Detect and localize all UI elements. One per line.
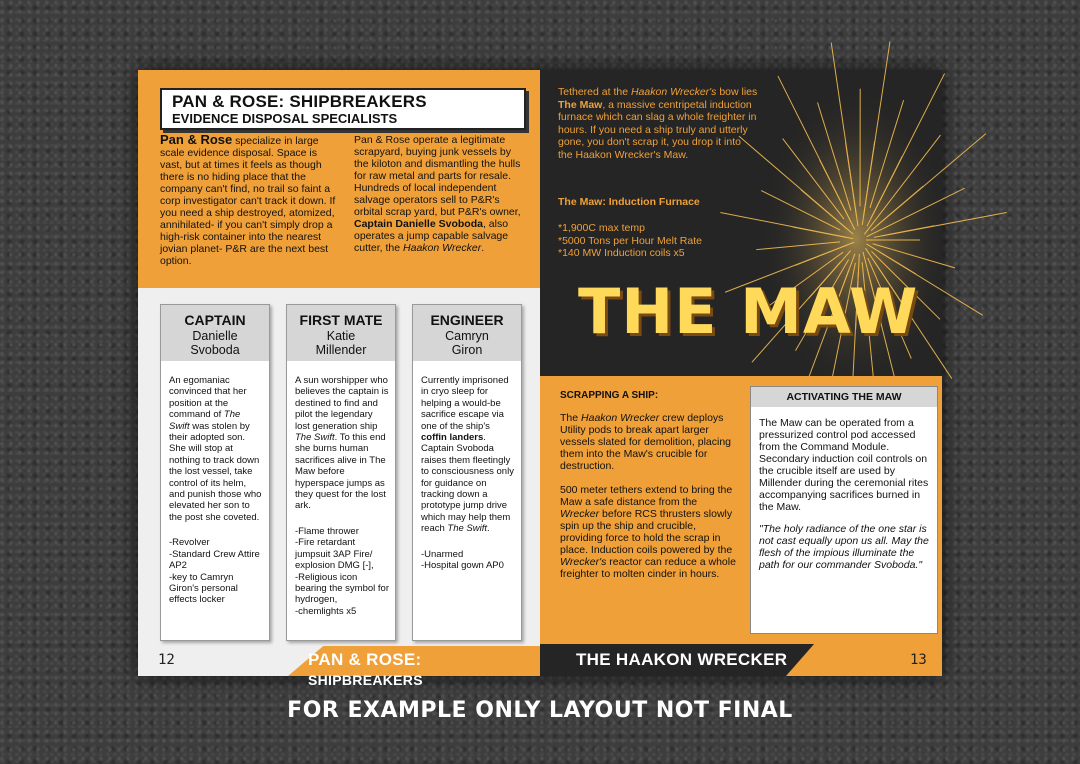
right-page — [540, 70, 942, 676]
card-body — [169, 375, 263, 606]
page-number-right: 13 — [910, 652, 927, 668]
activating-heading: ACTIVATING THE MAW — [751, 387, 937, 407]
card-item: -Unarmed — [421, 548, 464, 560]
desc-text: . To this end she burns human sacrifices alive in The Maw before hyperspace jumps as they quest for the lost ark. — [295, 432, 386, 512]
activating-box — [750, 386, 938, 634]
scrap-italic: Wrecker — [560, 508, 600, 520]
title-box — [160, 88, 526, 130]
card-body — [295, 375, 389, 617]
maw-title: THE MAW — [578, 275, 919, 348]
intro-text: , a massive centripetal induction furnace which can slag a whole freighter in hours. If you need a ship truly and utterly gone, you don't scrap it, you drop it into the Haakon Wrecker's Maw. — [558, 98, 757, 161]
card-item: -Flame thrower — [295, 525, 359, 537]
scrapping-text — [560, 412, 738, 580]
maw-header-section — [540, 70, 942, 376]
intro-text-2: Pan & Rose operate a legitimate scrapyard, buying junk vessels by the kiloton and dismantling the hulls for raw metal and parts for resale. Hundreds of local independent salvage operators sell to P&R's orbital scrap yard, but P&R's owner, — [354, 134, 521, 218]
card-item: -Fire retardant jumpsuit 3AP Fire/ explosion DMG [-], — [295, 537, 374, 572]
card-body — [421, 375, 515, 572]
footer-title-left — [308, 650, 540, 690]
footer-title-b: SHIPBREAKERS — [308, 672, 423, 688]
desc-bold: coffin landers — [421, 432, 484, 444]
page-subtitle: EVIDENCE DISPOSAL SPECIALISTS — [172, 111, 398, 126]
scrap-text: 500 meter tethers extend to bring the Maw a safe distance from the — [560, 484, 733, 508]
scrap-italic: Wrecker's — [560, 556, 607, 568]
scrapping-paragraph-2 — [560, 484, 738, 580]
desc-italic: The Swift — [295, 432, 335, 444]
left-page — [138, 70, 540, 688]
footer-title-right: THE HAAKON WRECKER — [576, 650, 788, 669]
scrap-italic: Haakon Wrecker — [581, 412, 660, 424]
intro-text-1: specialize in large scale evidence disposal. Space is vast, but at times it feels as though there is no hiding place that the company can't find, no trail so faint a corp investigator can't track it down. If you need a ship destroyed, atomized, annihilated- if you can't simply drop a high-risk container into the nearest jovian planet- P&R are the next best option. — [160, 135, 336, 267]
card-item: -Standard Crew Attire AP2 — [169, 548, 260, 572]
card-items — [421, 549, 515, 572]
page-title: PAN & ROSE: SHIPBREAKERS — [172, 92, 427, 111]
spec-item: *1,900C max temp — [558, 222, 645, 234]
ship-name: Haakon Wrecker — [403, 242, 482, 254]
desc-text: A sun worshipper who believes the captain is destined to find and pilot the legendary lost generation ship — [295, 375, 389, 432]
activating-text — [759, 417, 929, 571]
maw-details-section — [540, 376, 942, 644]
intro-column-2 — [354, 134, 526, 254]
card-description — [421, 375, 515, 535]
crew-card-captain — [160, 304, 270, 641]
desc-text: Currently imprisoned in cryo sleep for helping a would-be sacrifice escape via one of the ship's — [421, 375, 509, 432]
card-item: -Revolver — [169, 537, 210, 549]
intro-text-4: . — [481, 242, 485, 254]
card-description — [295, 375, 389, 512]
card-item: -Hospital gown AP0 — [421, 560, 504, 572]
booklet-spread — [138, 70, 942, 688]
card-header — [161, 305, 269, 361]
card-role: ENGINEER — [430, 312, 504, 328]
ship-name: Haakon Wrecker's — [630, 86, 717, 98]
lead-text: Pan & Rose — [160, 132, 233, 147]
scrap-text: The — [560, 412, 582, 424]
maw-specs — [558, 222, 702, 260]
card-name: Camryn Giron — [445, 329, 489, 357]
card-description — [169, 375, 263, 523]
footer-title-a: PAN & ROSE: — [308, 650, 422, 669]
maw-subhead: The Maw: Induction Furnace — [558, 196, 700, 208]
intro-section — [138, 70, 540, 288]
card-items — [295, 526, 389, 617]
maw-name: The Maw — [558, 98, 603, 111]
card-name: Danielle Svoboda — [190, 329, 240, 357]
intro-text: Tethered at the — [558, 86, 631, 98]
card-item: -Religious icon bearing the symbol for hydrogen, — [295, 571, 389, 606]
scrapping-heading: SCRAPPING A SHIP: — [560, 390, 659, 401]
scrap-text: before RCS thrusters slowly spin up the ship and crucible, providing force to hold the scrap in place. Induction coils powered by the — [560, 508, 733, 556]
card-role: CAPTAIN — [184, 312, 246, 328]
card-name: Katie Millender — [315, 329, 367, 357]
watermark-text: FOR EXAMPLE ONLY LAYOUT NOT FINAL — [287, 698, 793, 723]
desc-italic: The Swift — [447, 523, 488, 535]
intro-text: bow lies — [716, 86, 758, 98]
scrap-text: reactor can reduce a whole freighter to molten cinder in hours. — [560, 556, 736, 580]
card-items — [169, 537, 263, 605]
crew-card-engineer — [412, 304, 522, 641]
desc-italic: The Swift — [169, 409, 241, 432]
owner-name: Captain Danielle Svoboda — [354, 218, 483, 230]
card-header — [413, 305, 521, 361]
spec-item: *140 MW Induction coils x5 — [558, 247, 685, 259]
desc-text: An egomaniac convinced that her position at the command of — [169, 375, 247, 421]
activating-paragraph: The Maw can be operated from a pressurized control pod accessed from the Command Module. Secondary induction coil controls on the crucible itself are used by Millender during the ceremonial rites accompanying sacrifices burned in the Maw. — [759, 417, 929, 513]
spec-item: *5000 Tons per Hour Melt Rate — [558, 234, 702, 247]
card-role: FIRST MATE — [299, 312, 383, 328]
scrapping-paragraph-1 — [560, 412, 738, 472]
scrap-text: crew deploys Utility pods to break apart larger vessels slated for demolition, placing them into the Maw's crucible for destruction. — [560, 412, 732, 472]
desc-text: . — [487, 523, 490, 535]
card-item: -chemlights x5 — [295, 605, 357, 617]
desc-text: was stolen by their adopted son. She will stop at nothing to track down the lost vessel, take control of its helm, and punish those who elevated her son to the post she coveted. — [169, 420, 262, 523]
desc-text: . Captain Svoboda raises them fleetingly to consciousness only for guidance on tracking down a prototype jump drive which may help them reach — [421, 432, 514, 535]
intro-text-3: , also operates a jump capable salvage cutter, the — [354, 218, 509, 254]
maw-intro — [558, 86, 758, 161]
activating-quote: "The holy radiance of the one star is not cast equally upon us all. May the flesh of the impious illuminate the path for our commander Svoboda." — [759, 523, 929, 571]
card-header — [287, 305, 395, 361]
page-number-left: 12 — [158, 652, 175, 668]
card-item: -key to Camryn Giron's personal effects locker — [169, 571, 238, 606]
crew-card-first-mate — [286, 304, 396, 641]
intro-column-1 — [160, 134, 340, 267]
